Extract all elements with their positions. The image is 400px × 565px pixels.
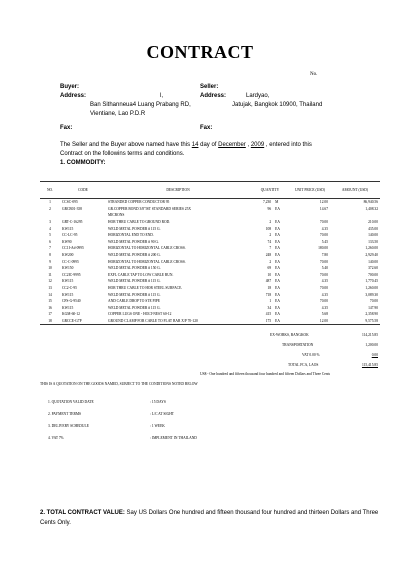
row-unit-price: 5.40 (321, 266, 328, 271)
table-header-row (40, 182, 380, 199)
row-code: KW115 (62, 226, 74, 231)
row-code: KW115 (62, 279, 74, 284)
intro-line2: Contract on the followins terms and conditions. (60, 151, 185, 157)
row-description: WELD METAL POWDER # 200 G. (108, 253, 161, 258)
row-unit-price: 5.45 (321, 239, 328, 244)
row-code: GRCCE-G7P (60, 318, 106, 325)
row-no: 17 (48, 312, 52, 317)
row-unit: EA (275, 272, 280, 277)
col-description: DESCRIPTION (106, 182, 250, 199)
buyer-label: Buyer: (60, 84, 80, 90)
row-no: 11 (48, 272, 52, 277)
row-amount: 133.50 (368, 239, 378, 244)
row-amount (330, 212, 380, 219)
row-no (40, 212, 60, 219)
row-unit: EA (275, 246, 280, 251)
row-unit: EA (275, 226, 280, 231)
row-description: WELD METAL POWDER # 90 G. (108, 239, 159, 244)
table-row (40, 245, 380, 252)
row-quantity: 2 (269, 233, 272, 238)
row-description: WELD METAL POWDER # 115 G. (108, 305, 161, 310)
row-code: KW200 (62, 253, 74, 258)
row-unit: EA (275, 206, 280, 211)
condition-value: : 1 WEEK (150, 424, 165, 428)
row-description: WELD METAL POWDER # 150 G. (108, 266, 161, 271)
row-code: CC1I-Ad-0995 (62, 246, 84, 251)
row-unit-price: 70.00 (319, 299, 328, 304)
row-description: COPPER LUGS ONE - HOLT-NEST 60-12 (108, 312, 172, 317)
row-description: AND CABLE DROP TO STE PIPE (108, 299, 160, 304)
condition-label: 4. VAT 7% (48, 436, 64, 440)
row-amount: 435.00 (368, 226, 378, 231)
row-unit: EA (275, 312, 280, 317)
commodity-table (40, 181, 380, 325)
buyer-address-line1: l, (160, 93, 163, 99)
row-description: HOR THRU CABLE TO GROUND ROD. (108, 220, 171, 225)
row-amount: 147.90 (368, 305, 378, 310)
exworks-label: EX-WORKS, BANGKOK (270, 333, 309, 337)
seller-address-label: Address: (200, 93, 227, 99)
condition-label: 3. DELIVERY SCHEDULE (48, 424, 89, 428)
row-quantity: 1 (269, 299, 272, 304)
col-code: CODE (60, 182, 106, 199)
row-unit-price: 4.35 (321, 279, 328, 284)
row-amount: 140.00 (368, 233, 378, 238)
contract-value-text: Say US Dollars One hundred and fifteen thousand four hundred and thirteen Dollars and Three Cents Only. (40, 510, 379, 526)
row-quantity: 18 (267, 286, 272, 291)
row-unit-price: 4.35 (321, 226, 328, 231)
row-unit-price: 70.00 (319, 259, 328, 264)
row-no: 12 (48, 279, 52, 284)
quotation-note: THIS IS A QUOTATION ON THE GOODS NAMED, SUBJECT TO THE CONDITIONS NOTED BELOW (40, 382, 198, 386)
table-row (40, 258, 380, 265)
row-unit-price: 7.80 (321, 253, 328, 258)
row-quantity: 96 (267, 206, 272, 211)
row-unit: EA (275, 266, 280, 271)
row-amount: 140.00 (368, 259, 378, 264)
table-row (40, 272, 380, 279)
buyer-address-line2: Ban Sithanneua4 Luang Prabang RD, (90, 102, 191, 108)
section-commodity: 1. COMMODITY: (60, 160, 106, 166)
row-no: 14 (48, 292, 52, 297)
row-amount: 700.00 (368, 272, 378, 277)
row-code: CC2IC-9995 (62, 272, 81, 277)
transport-value: 1,200.00 (365, 343, 378, 347)
row-code: KGM-60-12 (62, 312, 80, 317)
row-amount: 1,260.00 (365, 286, 378, 291)
seller-fax-label: Fax: (200, 125, 213, 131)
table-row (40, 311, 380, 318)
condition-value: : 15 DAYS (150, 400, 166, 404)
row-amount: 86,940.56 (363, 200, 378, 205)
condition-label: 2. PAYMENT TERMS (48, 412, 82, 416)
amount-in-words: US$ - One hundred and fifteen thousand four hundred and fifteen Dollars and Three Cents (200, 372, 331, 376)
row-quantity: 718 (265, 292, 272, 297)
row-quantity: 34 (267, 305, 272, 310)
row-code: KW115 (62, 292, 74, 297)
row-code: KW90 (62, 239, 72, 244)
row-amount: 9,575.58 (330, 318, 380, 325)
row-code (60, 212, 106, 219)
seller-address-line1: Lardyao, (246, 93, 270, 99)
row-unit-price: 180.00 (318, 246, 328, 251)
vat-label-text: VAT (302, 353, 309, 357)
seller-address-line2: Jatujak, Bangkok 10900, Thailand (232, 102, 323, 108)
row-unit: EA (275, 233, 280, 238)
intro-line1 (60, 141, 312, 150)
row-quantity: 108 (265, 226, 272, 231)
row-unit-price: 14.67 (319, 206, 328, 211)
table-row (40, 285, 380, 292)
row-unit-price: 70.00 (319, 286, 328, 291)
row-no: 13 (48, 286, 52, 291)
row-quantity: 2 (269, 220, 272, 225)
table-row (40, 298, 380, 305)
intro-text: , entered into this (264, 142, 312, 148)
table-row (40, 278, 380, 285)
row-code: CC-C-0995 (62, 259, 79, 264)
row-no: 3 (49, 220, 51, 225)
row-no: 2 (49, 206, 51, 211)
row-no: 5 (49, 233, 51, 238)
row-unit-price: 12.00 (319, 200, 328, 205)
row-no: 18 (40, 318, 60, 325)
row-amount: 2,358.90 (365, 312, 378, 317)
table-row (40, 206, 380, 213)
row-amount: 3,089.30 (365, 292, 378, 297)
intro-text: The Seller and the Buyer above named have this (60, 142, 192, 148)
row-unit-price: 70.00 (319, 272, 328, 277)
row-unit-price: 12.00 (290, 318, 330, 325)
row-description: GROUND CLAMP FOR CABLE TO FLAT BAR X/P 70-120 (106, 318, 250, 325)
row-unit-price: 4.35 (321, 292, 328, 297)
row-unit: EA (275, 292, 280, 297)
row-no: 4 (49, 226, 51, 231)
row-quantity: 415 (265, 312, 272, 317)
row-amount: 2,929.40 (365, 253, 378, 258)
row-quantity: 74 (267, 239, 272, 244)
row-description: WELD METAL POWDER # 115 G. (108, 226, 161, 231)
table-row (40, 232, 380, 239)
row-quantity (250, 212, 273, 219)
buyer-address-line3: Vientiane, Lao P.D.R (90, 111, 146, 117)
row-description: MICRONS (108, 213, 125, 218)
contract-title: CONTRACT (146, 42, 254, 62)
row-no: 16 (48, 305, 52, 310)
row-no: 10 (48, 266, 52, 271)
row-description: HORIZONTAL TO HORIZONTAL CABLE CROSS. (108, 259, 186, 264)
contract-number-label: No. (310, 72, 318, 77)
contract-year: 2009 (250, 142, 265, 148)
contract-value-label: 2. TOTAL CONTRACT VALUE: (40, 510, 125, 516)
buyer-fax-label: Fax: (60, 125, 73, 131)
intro-text: day of (198, 142, 219, 148)
total-label: TOTAL FCA, LAOS (288, 363, 319, 367)
row-code: CC2-C-95 (62, 286, 77, 291)
row-quantity: 10 (267, 272, 272, 277)
buyer-address-label: Address: (60, 93, 87, 99)
table-row (40, 239, 380, 246)
col-no: NO. (40, 182, 60, 199)
row-unit: EA (275, 286, 280, 291)
vat-label (302, 353, 320, 357)
row-quantity: 487 (265, 279, 272, 284)
row-code: GRCB01-358 (62, 206, 82, 211)
row-amount: 372.60 (368, 266, 378, 271)
row-code: CCSC-095 (62, 200, 78, 205)
row-unit: EA (275, 279, 280, 284)
row-unit-price (290, 212, 330, 219)
row-no: 6 (49, 239, 51, 244)
col-unit-price: UNIT PRICE (USD) (290, 182, 330, 199)
row-code: KW150 (62, 266, 74, 271)
row-unit-price: 70.00 (319, 233, 328, 238)
vat-value: 0.00 (371, 353, 378, 357)
total-value: 115,415.85 (361, 363, 378, 367)
row-description: GR.COPPER BOND 3/8"IST STANDARD SERIES 25X (108, 206, 191, 211)
row-unit: M (275, 200, 279, 205)
row-unit: EA (275, 253, 280, 258)
row-unit: EA (275, 220, 280, 225)
row-unit-price: 4.35 (321, 305, 328, 310)
row-amount: 1,408.32 (365, 206, 378, 211)
row-unit-price: 70.00 (319, 220, 328, 225)
row-no: 15 (48, 299, 52, 304)
table-row (40, 199, 380, 206)
row-unit: EA (273, 318, 290, 325)
vat-rate: 0.00 % (309, 353, 320, 357)
row-quantity: 7 (269, 246, 272, 251)
row-no: 8 (49, 253, 51, 258)
table-row (40, 212, 380, 219)
table-row (40, 291, 380, 298)
row-amount: 210.00 (368, 220, 378, 225)
table-row (40, 252, 380, 259)
row-quantity: 69 (267, 266, 272, 271)
row-no: 9 (49, 259, 51, 264)
contract-day: 14 (191, 142, 199, 148)
row-amount: 70.00 (369, 299, 378, 304)
row-no: 7 (49, 246, 51, 251)
condition-label: 1. QUOTATION VALID DATE (48, 400, 94, 404)
condition-value: : IMPLEMENT IN THAILAND (150, 436, 197, 440)
row-quantity: 2 (269, 259, 272, 264)
row-description: EXFL CABLE TAP TO LOW CABLE RUN. (108, 272, 174, 277)
row-quantity: 7,230 (263, 200, 272, 205)
intro-text: , (245, 142, 251, 148)
contract-month: December (218, 142, 246, 148)
row-unit-price: 5.68 (321, 312, 328, 317)
row-amount: 1,770.45 (365, 279, 378, 284)
row-description: WELD METAL POWDER # 115 G. (108, 279, 161, 284)
total-contract-value (40, 508, 380, 528)
row-amount: 1,260.00 (365, 246, 378, 251)
row-unit: EA (275, 239, 280, 244)
table-row (40, 318, 380, 325)
row-code: KW115 (62, 305, 74, 310)
row-unit: EA (275, 259, 280, 264)
table-row (40, 305, 380, 312)
row-no: 1 (49, 200, 51, 205)
row-unit (273, 212, 290, 219)
row-description: HORIZONTAL TO HORIZONTAL CABLE CROSS. (108, 246, 186, 251)
row-code: GRT-C-16295 (62, 220, 83, 225)
table-row (40, 265, 380, 272)
row-description: STRANDED COPPER CONDUCTOR 95 (108, 200, 170, 205)
seller-label: Seller: (200, 84, 219, 90)
exworks-value: 114,215.85 (361, 333, 378, 337)
row-unit: EA (275, 305, 280, 310)
condition-value: : L/C AT SIGHT (150, 412, 174, 416)
col-amount: AMOUNT (USD) (330, 182, 380, 199)
table-row (40, 225, 380, 232)
row-code: CC-LC-95 (62, 233, 78, 238)
row-code: CFS-G-9540 (62, 299, 81, 304)
transport-label: TRANSPORTATION (282, 343, 314, 347)
row-quantity: 175 (250, 318, 273, 325)
col-quantity: QUANTITY (250, 182, 290, 199)
row-unit: EA (275, 299, 280, 304)
table-row (40, 219, 380, 226)
row-description: HORIZONTAL END TO END. (108, 233, 154, 238)
row-description: HOR THRU CABLE TO HOR STEEL SURFACE. (108, 286, 183, 291)
row-description: WELD METAL POWDER # 115 G. (108, 292, 161, 297)
row-quantity: 248 (265, 253, 272, 258)
